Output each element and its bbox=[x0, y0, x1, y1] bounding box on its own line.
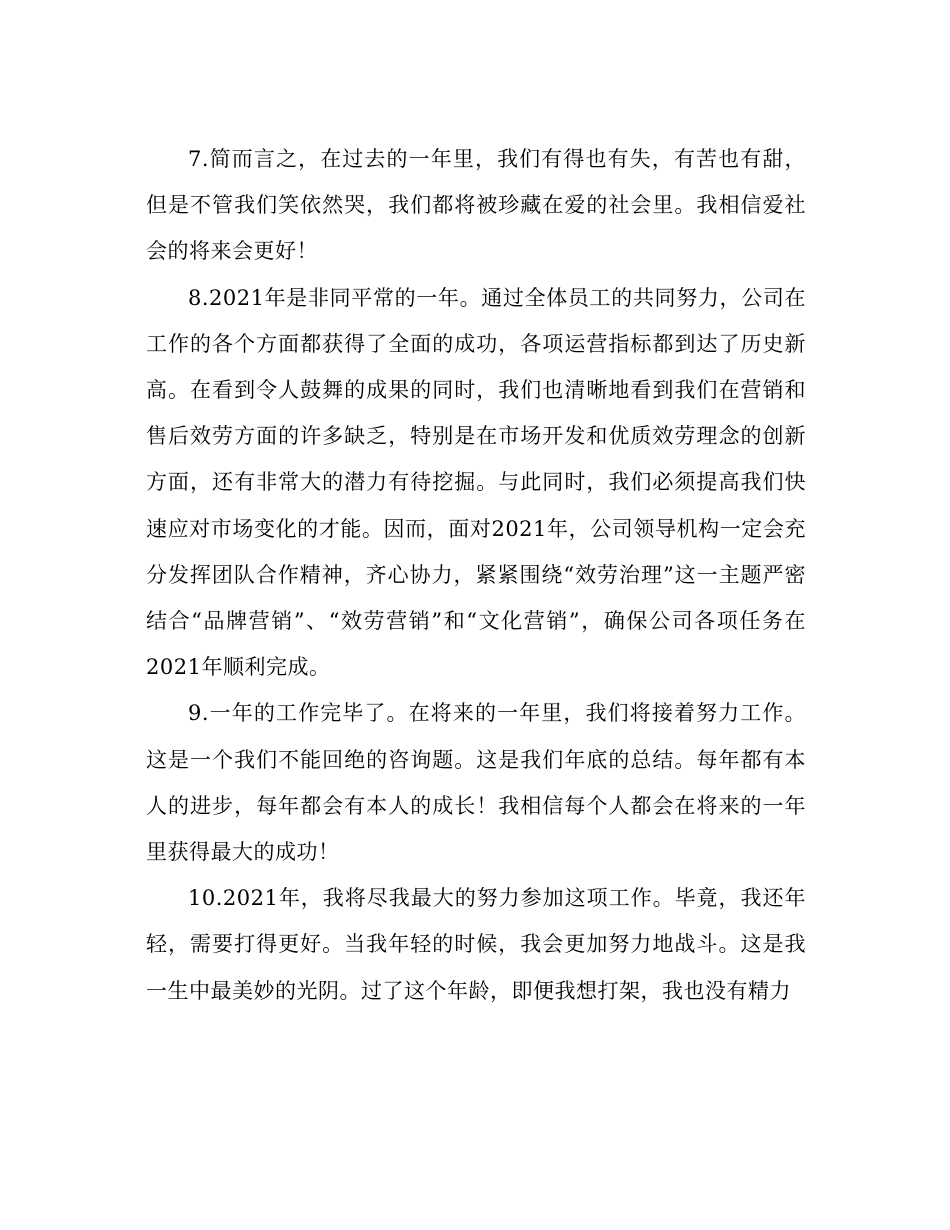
paragraph-9: 9.一年的工作完毕了。在将来的一年里，我们将接着努力工作。这是一个我们不能回绝的咨询题。这是我们年底的总结。每年都有本人的进步，每年都会有本人的成长！我相信每个人都会在将来的一年里获得最大的成功！ bbox=[146, 701, 806, 865]
paragraph-8: 8.2021年是非同平常的一年。通过全体员工的共同努力，公司在工作的各个方面都获得了全面的成功，各项运营指标都到达了历史新高。在看到令人鼓舞的成果的同时，我们也清晰地看到我们在营销和售后效劳方面的许多缺乏，特别是在市场开发和优质效劳理念的创新方面，还有非常大的潜力有待挖掘。与此同时，我们必须提高我们快速应对市场变化的才能。因而，面对2021年，公司领导机构一定会充分发挥团队合作精神，齐心协力，紧紧围绕“效劳治理”这一主题严密结合“品牌营销”、“效劳营销”和“文化营销”，确保公司各项任务在2021年顺利完成。 bbox=[146, 285, 806, 680]
paragraph-10: 10.2021年，我将尽我最大的努力参加这项工作。毕竟，我还年轻，需要打得更好。当我年轻的时候，我会更加努力地战斗。这是我一生中最美妙的光阴。过了这个年龄，即便我想打架，我也没有精力 bbox=[146, 886, 806, 1003]
body-text bbox=[146, 136, 806, 1014]
paragraph-7: 7.简而言之，在过去的一年里，我们有得也有失，有苦也有甜，但是不管我们笑依然哭，我们都将被珍藏在爱的社会里。我相信爱社会的将来会更好！ bbox=[146, 147, 806, 264]
